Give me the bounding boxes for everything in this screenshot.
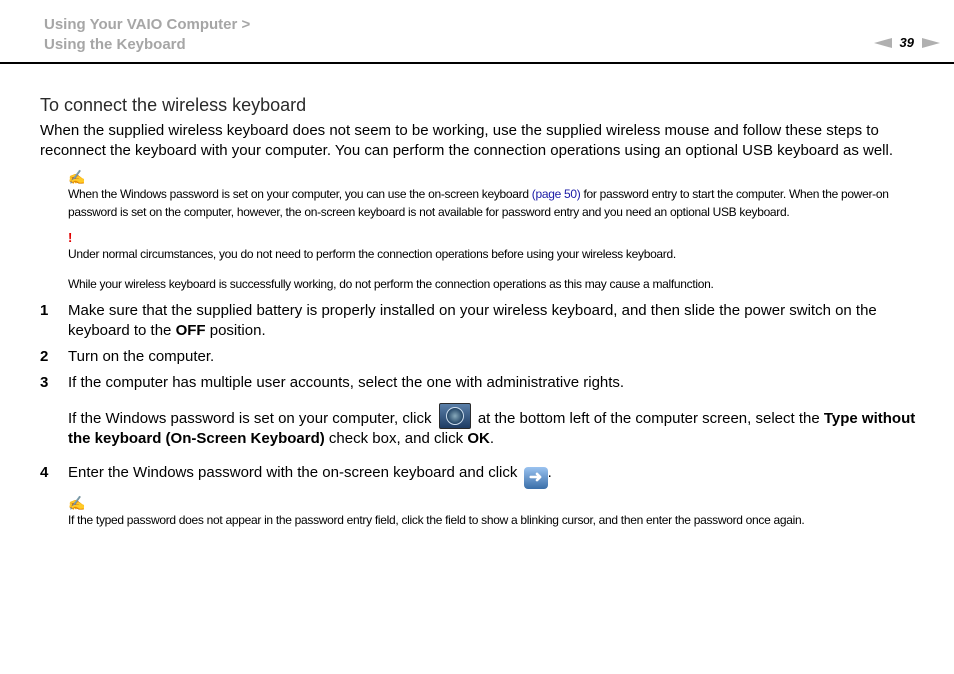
note-block [68,169,916,221]
step-number: 4 [40,464,49,481]
note-text: If the typed password does not appear in the password entry field, click the field to show a blinking cursor, and then enter the password once again. [68,513,805,527]
step-text: Make sure that the supplied battery is properly installed on your wireless keyboard, and then slide the power switch on the keyboard to the [68,302,877,339]
main-content [40,94,916,529]
step-item [40,347,916,367]
step-number: 3 [40,374,49,391]
step-subparagraph [68,403,916,449]
breadcrumb-page[interactable]: Using the Keyboard [44,36,186,53]
intro-paragraph: When the supplied wireless keyboard does not seem to be working, use the supplied wireless mouse and follow these steps to reconnect the keyboard with your computer. You can perform the connection operations using an optional USB keyboard as well. [40,122,894,159]
breadcrumb [44,15,250,55]
note-block-2 [68,495,916,529]
step-text: position. [205,322,266,339]
step-number: 2 [40,348,49,365]
breadcrumb-section[interactable]: Using Your VAIO Computer > [44,16,251,33]
caution-icon: ! [68,230,73,245]
note-text-part: for password entry to start the computer. When the power-on password is set on the computer, however, the on-screen keyboard is not available for password entry and you need an optional USB keyboard. [68,187,889,219]
step-text: . [489,430,494,447]
step-text: at the bottom left of the computer screen, select the [473,410,824,427]
windows-start-icon [439,403,471,429]
step-item [40,373,916,449]
note-text-part: When the Windows password is set on your computer, you can use the on-screen keyboard [68,187,532,201]
step-bold: Type without the keyboard (On-Screen Keyboard) [68,410,916,447]
step-number: 1 [40,302,49,319]
previous-page-icon[interactable] [874,38,892,48]
step-bold: OFF [175,322,206,339]
caution-text-1: Under normal circumstances, you do not need to perform the connection operations before using your wireless keyboard. [68,247,676,261]
step-text: Enter the Windows password with the on-screen keyboard and click [68,464,522,481]
note-text [68,185,916,221]
caution-text-2: While your wireless keyboard is successfully working, do not perform the connection operations as this may cause a malfunction. [68,277,714,291]
step-bold: OK [467,430,490,447]
caution-block [68,231,916,293]
steps-list [40,301,916,489]
step-text: If the Windows password is set on your computer, click [68,410,436,427]
next-page-icon[interactable] [922,38,940,48]
page-50-link[interactable]: (page 50) [531,187,581,201]
note-pencil-icon: ✍ [68,495,86,511]
page-number: 39 [899,35,914,50]
note-pencil-icon: ✍ [68,169,86,185]
step-text: . [547,464,552,481]
page-navigation [874,35,940,50]
step-item [40,463,916,489]
section-title: To connect the wireless keyboard [40,95,307,115]
header-divider [0,62,954,64]
arrow-go-icon: ➜ [524,467,548,489]
step-text: Turn on the computer. [68,348,215,365]
step-text: check box, and click [324,430,468,447]
step-text: If the computer has multiple user accounts, select the one with administrative rights. [68,374,625,391]
step-item [40,301,916,341]
